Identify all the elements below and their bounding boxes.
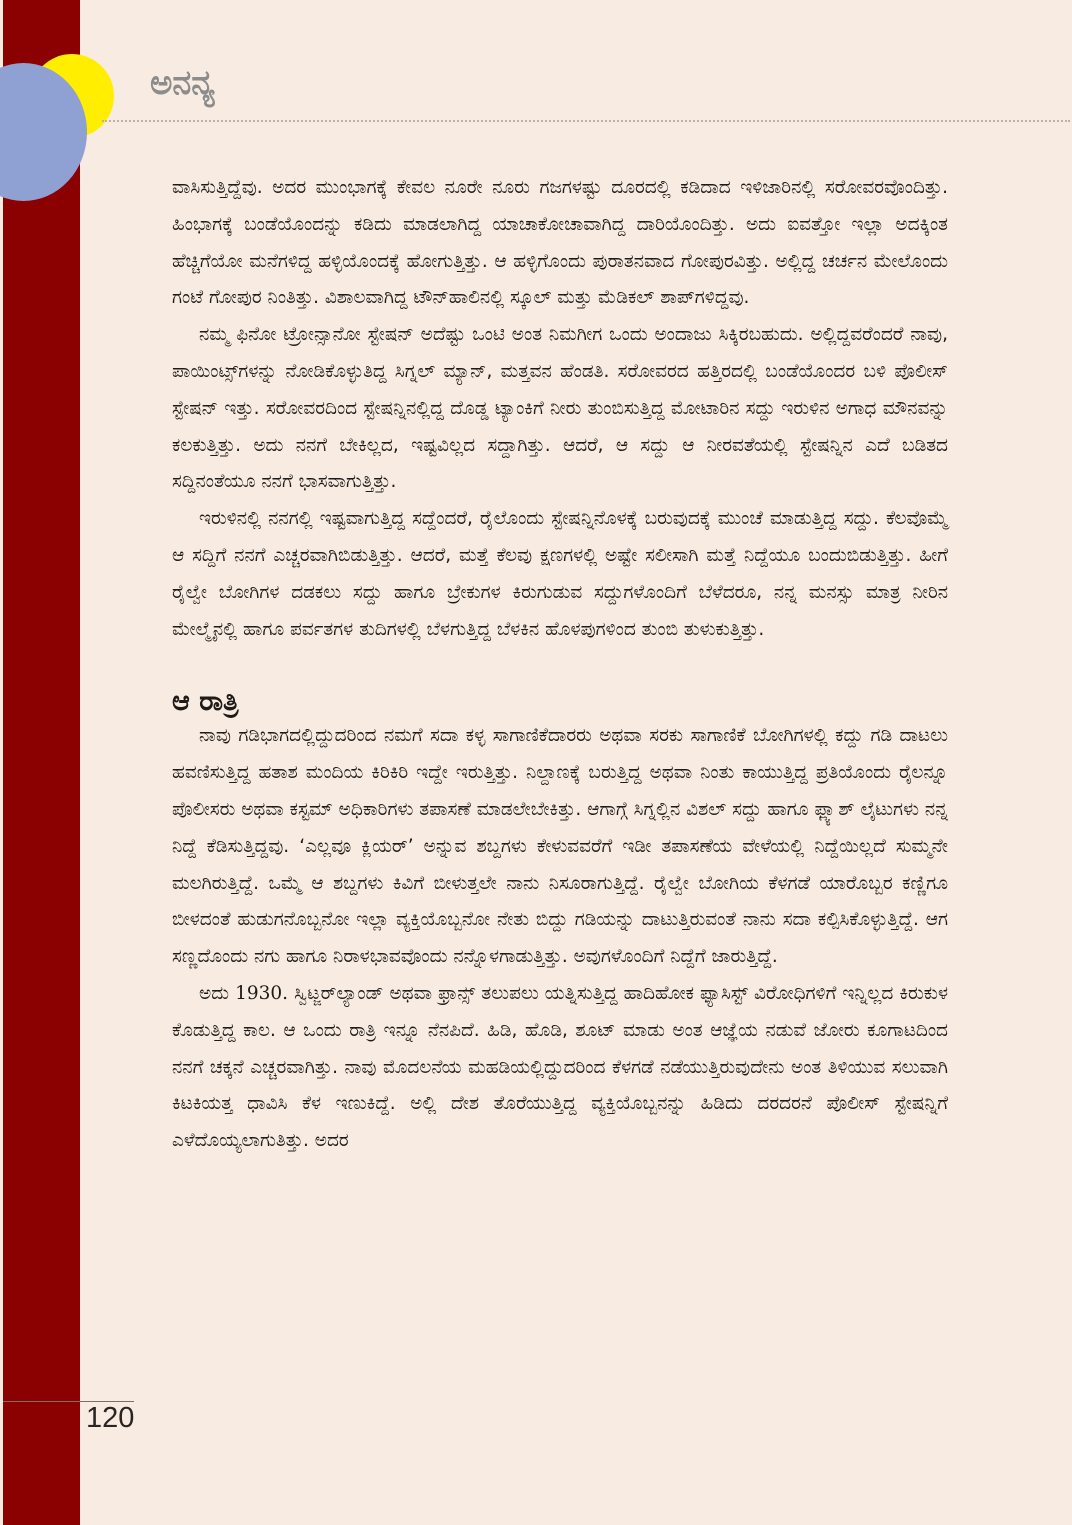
section-heading: ಆ ರಾತ್ರಿ: [172, 686, 239, 718]
body-paragraph: ಇರುಳಿನಲ್ಲಿ ನನಗಲ್ಲಿ ಇಷ್ಟವಾಗುತ್ತಿದ್ದ ಸದ್ದೆಂದರೆ, ರೈಲೊಂದು ಸ್ಟೇಷನ್ನಿನೊಳಕ್ಕೆ ಬರುವುದಕ್ಕೆ ಮುಂಚೆ ಮಾಡುತ್ತಿದ್ದ ಸದ್ದು. ಕೆಲವೊಮ್ಮೆ ಆ ಸದ್ದಿಗೆ ನನಗೆ ಎಚ್ಚರವಾಗಿಬಿಡುತ್ತಿತ್ತು. ಆದರೆ, ಮತ್ತೆ ಕೆಲವು ಕ್ಷಣಗಳಲ್ಲಿ ಅಷ್ಟೇ ಸಲೀಸಾಗಿ ಮತ್ತೆ ನಿದ್ದೆಯೂ ಬಂದುಬಿಡುತ್ತಿತ್ತು. ಹೀಗೆ ರೈಲ್ವೇ ಬೋಗಿಗಳ ದಡಕಲು ಸದ್ದು ಹಾಗೂ ಬ್ರೇಕುಗಳ ಕಿರುಗುಡುವ ಸದ್ದುಗಳೊಂದಿಗೆ ಬೆಳೆದರೂ, ನನ್ನ ಮನಸ್ಸು ಮಾತ್ರ ನೀರಿನ ಮೇಲ್ಮೈನಲ್ಲಿ ಹಾಗೂ ಪರ್ವತಗಳ ತುದಿಗಳಲ್ಲಿ ಬೆಳಗುತ್ತಿದ್ದ ಬೆಳಕಿನ ಹೊಳಪುಗಳಿಂದ ತುಂಬಿ ತುಳುಕುತ್ತಿತ್ತು.: [172, 508, 948, 640]
book-title-header: ಅನನ್ಯ: [150, 63, 215, 103]
body-paragraph: ವಾಸಿಸುತ್ತಿದ್ದೆವು. ಅದರ ಮುಂಭಾಗಕ್ಕೆ ಕೇವಲ ನೂರೇ ನೂರು ಗಜಗಳಷ್ಟು ದೂರದಲ್ಲಿ ಕಡಿದಾದ ಇಳಿಜಾರಿನಲ್ಲಿ ಸರೋವರವೊಂದಿತ್ತು. ಹಿಂಭಾಗಕ್ಕೆ ಬಂಡೆಯೊಂದನ್ನು ಕಡಿದು ಮಾಡಲಾಗಿದ್ದ ಯಾಚಾಕೋಚಾವಾಗಿದ್ದ ದಾರಿಯೊಂದಿತ್ತು. ಅದು ಐವತ್ತೋ ಇಲ್ಲಾ ಅದಕ್ಕಿಂತ ಹೆಚ್ಚಿಗೆಯೋ ಮನೆಗಳಿದ್ದ ಹಳ್ಳಿಯೊಂದಕ್ಕೆ ಹೋಗುತ್ತಿತ್ತು. ಆ ಹಳ್ಳಿಗೊಂದು ಪುರಾತನವಾದ ಗೋಪುರವಿತ್ತು. ಅಲ್ಲಿದ್ದ ಚರ್ಚನ ಮೇಲೊಂದು ಗಂಟೆ ಗೋಪುರ ನಿಂತಿತ್ತು. ವಿಶಾಲವಾಗಿದ್ದ ಟೌನ್‌ಹಾಲಿನಲ್ಲಿ ಸ್ಕೂಲ್ ಮತ್ತು ಮೆಡಿಕಲ್ ಶಾಪ್‌ಗಳಿದ್ದವು.: [172, 177, 948, 309]
body-paragraph: ನಮ್ಮ ಫಿನೋ ಟ್ರೋನ್ಸಾನೋ ಸ್ಟೇಷನ್ ಅದೆಷ್ಟು ಒಂಟಿ ಅಂತ ನಿಮಗೀಗ ಒಂದು ಅಂದಾಜು ಸಿಕ್ಕಿರಬಹುದು. ಅಲ್ಲಿದ್ದವರೆಂದರೆ ನಾವು, ಪಾಯಿಂಟ್ಸ್‌ಗಳನ್ನು ನೋಡಿಕೊಳ್ಳುತಿದ್ದ ಸಿಗ್ನಲ್ ಮ್ಯಾನ್, ಮತ್ತವನ ಹೆಂಡತಿ. ಸರೋವರದ ಹತ್ತಿರದಲ್ಲಿ ಬಂಡೆಯೊಂದರ ಬಳಿ ಪೊಲೀಸ್ ಸ್ಟೇಷನ್ ಇತ್ತು. ಸರೋವರದಿಂದ ಸ್ಟೇಷನ್ನಿನಲ್ಲಿದ್ದ ದೊಡ್ಡ ಟ್ಯಾಂಕಿಗೆ ನೀರು ತುಂಬಿಸುತ್ತಿದ್ದ ಮೋಟಾರಿನ ಸದ್ದು ಇರುಳಿನ ಅಗಾಧ ಮೌನವನ್ನು ಕಲಕುತ್ತಿತ್ತು. ಅದು ನನಗೆ ಬೇಕಿಲ್ಲದ, ಇಷ್ಟವಿಲ್ಲದ ಸದ್ದಾಗಿತ್ತು. ಆದರೆ, ಆ ಸದ್ದು ಆ ನೀರವತೆಯಲ್ಲಿ ಸ್ಟೇಷನ್ನಿನ ಎದೆ ಬಡಿತದ ಸದ್ದಿನಂತೆಯೂ ನನಗೆ ಭಾಸವಾಗುತ್ತಿತ್ತು.: [172, 324, 948, 493]
page-number: 120: [86, 1402, 135, 1434]
paragraph-lead-word: ಅದು: [199, 982, 230, 1004]
left-margin-strip: [3, 0, 80, 1525]
page-body: [172, 170, 948, 1160]
year-text: 1930.: [235, 982, 289, 1004]
paragraph-text: ಸ್ವಿಟ್ಜರ್‌ಲ್ಯಾಂಡ್ ಅಥವಾ ಫ್ರಾನ್ಸ್ ತಲುಪಲು ಯತ್ನಿಸುತ್ತಿದ್ದ ಹಾದಿಹೋಕ ಫ್ಯಾಸಿಸ್ಟ್ ವಿರೋಧಿಗಳಿಗೆ ಇನ್ನಿಲ್ಲದ ಕಿರುಕುಳ ಕೊಡುತ್ತಿದ್ದ ಕಾಲ. ಆ ಒಂದು ರಾತ್ರಿ ಇನ್ನೂ ನೆನಪಿದೆ. ಹಿಡಿ, ಹೊಡಿ, ಶೂಟ್ ಮಾಡು ಅಂತ ಆಜ್ಞೆಯ ನಡುವೆ ಜೋರು ಕೂಗಾಟದಿಂದ ನನಗೆ ಚಕ್ಕನೆ ಎಚ್ಚರವಾಗಿತ್ತು. ನಾವು ಮೊದಲನೆಯ ಮಹಡಿಯಲ್ಲಿದ್ದುದರಿಂದ ಕೆಳಗಡೆ ನಡೆಯುತ್ತಿರುವುದೇನು ಅಂತ ತಿಳಿಯುವ ಸಲುವಾಗಿ ಕಿಟಕಿಯತ್ತ ಧಾವಿಸಿ ಕೆಳ ಇಣುಕಿದ್ದೆ. ಅಲ್ಲಿ ದೇಶ ತೊರೆಯುತ್ತಿದ್ದ ವ್ಯಕ್ತಿಯೊಬ್ಬನನ್ನು ಹಿಡಿದು ದರದರನೆ ಪೊಲೀಸ್ ಸ್ಟೇಷನ್ನಿಗೆ ಎಳೆದೊಯ್ಯಲಾಗುತಿತ್ತು. ಅದರ: [172, 982, 948, 1152]
body-paragraph: [172, 976, 948, 1160]
body-paragraph: ನಾವು ಗಡಿಭಾಗದಲ್ಲಿದ್ದುದರಿಂದ ನಮಗೆ ಸದಾ ಕಳ್ಳ ಸಾಗಾಣಿಕೆದಾರರು ಅಥವಾ ಸರಕು ಸಾಗಾಣಿಕೆ ಬೋಗಿಗಳಲ್ಲಿ ಕದ್ದು ಗಡಿ ದಾಟಲು ಹವಣಿಸುತ್ತಿದ್ದ ಹತಾಶ ಮಂದಿಯ ಕಿರಿಕಿರಿ ಇದ್ದೇ ಇರುತ್ತಿತ್ತು. ನಿಲ್ದಾಣಕ್ಕೆ ಬರುತ್ತಿದ್ದ ಅಥವಾ ನಿಂತು ಕಾಯುತ್ತಿದ್ದ ಪ್ರತಿಯೊಂದು ರೈಲನ್ನೂ ಪೊಲೀಸರು ಅಥವಾ ಕಸ್ಟಮ್ ಅಧಿಕಾರಿಗಳು ತಪಾಸಣೆ ಮಾಡಲೇಬೇಕಿತ್ತು. ಆಗಾಗ್ಗೆ ಸಿಗ್ನಲ್ಲಿನ ವಿಶಲ್ ಸದ್ದು ಹಾಗೂ ಫ್ಲ್ಯಾಶ್ ಲೈಟುಗಳು ನನ್ನ ನಿದ್ದೆ ಕೆಡಿಸುತ್ತಿದ್ದವು. ‘ಎಲ್ಲವೂ ಕ್ಲಿಯರ್’ ಅನ್ನುವ ಶಬ್ದಗಳು ಕೇಳುವವರೆಗೆ ಇಡೀ ತಪಾಸಣೆಯ ವೇಳೆಯಲ್ಲಿ ನಿದ್ದೆಯಿಲ್ಲದೆ ಸುಮ್ಮನೇ ಮಲಗಿರುತ್ತಿದ್ದೆ. ಒಮ್ಮೆ ಆ ಶಬ್ದಗಳು ಕಿವಿಗೆ ಬೀಳುತ್ತಲೇ ನಾನು ನಿಸೂರಾಗುತ್ತಿದ್ದೆ. ರೈಲ್ವೇ ಬೋಗಿಯ ಕೆಳಗಡೆ ಯಾರೊಬ್ಬರ ಕಣ್ಣಿಗೂ ಬೀಳದಂತೆ ಹುಡುಗನೊಬ್ಬನೋ ಇಲ್ಲಾ ವ್ಯಕ್ತಿಯೊಬ್ಬನೋ ನೇತು ಬಿದ್ದು ಗಡಿಯನ್ನು ದಾಟುತ್ತಿರುವಂತೆ ನಾನು ಸದಾ ಕಲ್ಪಿಸಿಕೊಳ್ಳುತ್ತಿದ್ದೆ. ಆಗ ಸಣ್ಣದೊಂದು ನಗು ಹಾಗೂ ನಿರಾಳಭಾವವೊಂದು ನನ್ನೊಳಗಾಡುತ್ತಿತ್ತು. ಅವುಗಳೊಂದಿಗೆ ನಿದ್ದೆಗೆ ಜಾರುತ್ತಿದ್ದೆ.: [172, 725, 948, 968]
header-dotted-divider: [102, 120, 1070, 122]
